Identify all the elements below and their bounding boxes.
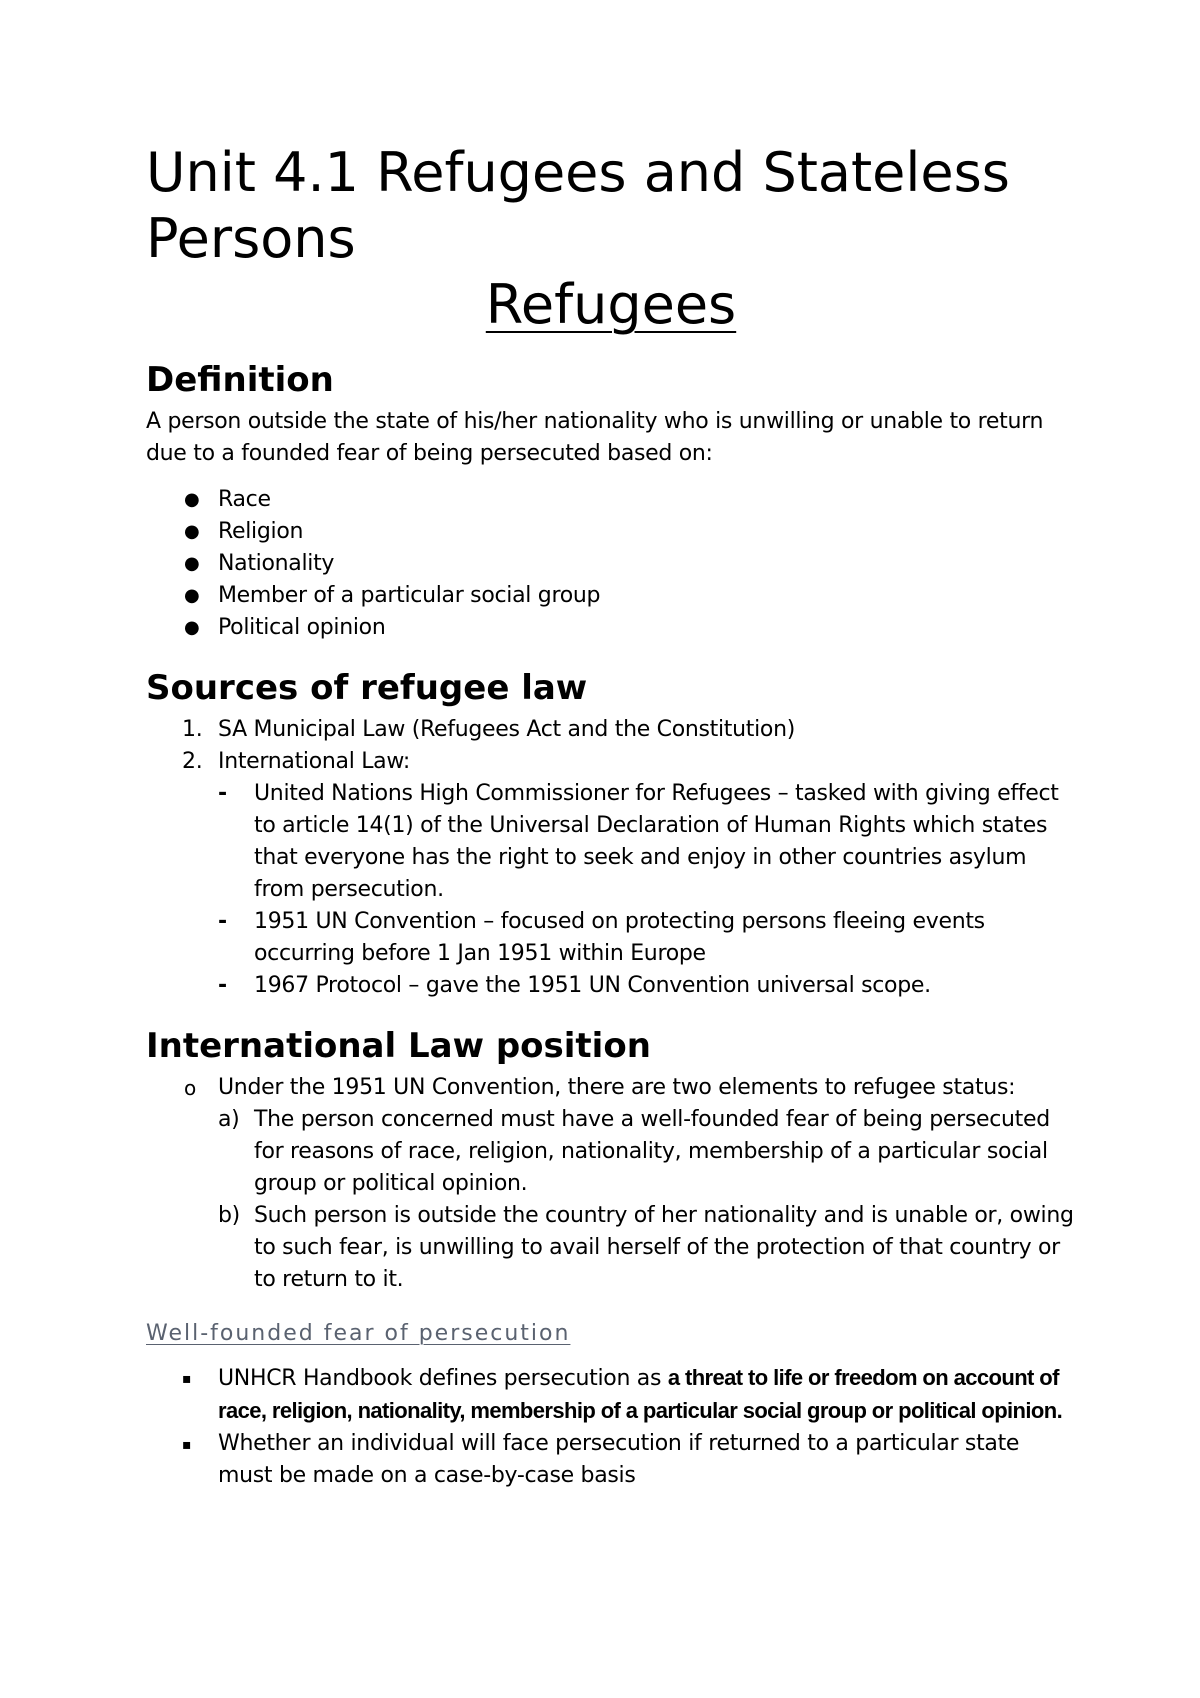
list-item-plain-text: UNHCR Handbook defines persecution as <box>218 1366 668 1391</box>
dash-marker: - <box>218 973 227 998</box>
international-position-list <box>146 1072 1076 1104</box>
list-item <box>218 906 1076 970</box>
circle-bullet-icon: o <box>184 1076 196 1100</box>
international-position-heading: International Law position <box>146 1026 651 1066</box>
list-item-text: International Law: <box>218 749 410 774</box>
alpha-marker: a) <box>218 1107 240 1132</box>
square-bullet-icon: ▪ <box>182 1371 192 1387</box>
list-item-plain-text: Whether an individual will face persecution if returned to a particular state must be made on a case-by-case basis <box>218 1431 1020 1488</box>
list-item <box>146 484 1076 516</box>
list-item-text <box>218 1428 1076 1492</box>
subtitle-text: Refugees <box>485 273 737 336</box>
list-item <box>218 778 1076 906</box>
bullet-icon: ● <box>184 521 200 542</box>
refugee-status-elements-list <box>218 1104 1076 1296</box>
alpha-marker: b) <box>218 1203 240 1228</box>
list-item-text: Race <box>218 487 271 512</box>
list-item-text: United Nations High Commissioner for Refugees – tasked with giving effect to article 14(1) of the Universal Declaration of Human Rights which states that everyone has the right to seek and enjoy in other countries asylum from persecution. <box>254 781 1059 902</box>
bullet-icon: ● <box>184 617 200 638</box>
list-item-text: Such person is outside the country of her nationality and is unable or, owing to such fear, is unwilling to avail herself of the protection of that country or to return to it. <box>254 1203 1074 1292</box>
list-item-text: Religion <box>218 519 304 544</box>
list-item-text: Under the 1951 UN Convention, there are two elements to refugee status: <box>218 1075 1016 1100</box>
definition-paragraph: A person outside the state of his/her nationality who is unwilling or unable to return due to a founded fear of being persecuted based on: <box>146 409 1044 466</box>
list-item-text: 1967 Protocol – gave the 1951 UN Convention universal scope. <box>254 973 931 998</box>
list-item <box>146 1428 1076 1492</box>
list-item <box>218 1104 1076 1200</box>
list-item <box>146 612 1076 644</box>
list-item <box>146 548 1076 580</box>
list-item-text <box>218 1362 1076 1428</box>
document-subtitle <box>146 272 1076 338</box>
list-item-text: The person concerned must have a well-founded fear of being persecuted for reasons of race, religion, nationality, membership of a particular social group or political opinion. <box>254 1107 1050 1196</box>
definition-heading: Definition <box>146 360 334 400</box>
list-item <box>218 970 1076 1002</box>
bullet-icon: ● <box>184 553 200 574</box>
sources-numbered-list <box>146 714 1076 778</box>
dash-marker: - <box>218 909 227 934</box>
list-item-text: SA Municipal Law (Refugees Act and the Constitution) <box>218 717 795 742</box>
square-bullet-icon: ▪ <box>182 1437 192 1453</box>
well-founded-heading-text: Well-founded fear of persecution <box>146 1321 571 1346</box>
well-founded-list <box>146 1362 1076 1492</box>
list-item-text: Political opinion <box>218 615 386 640</box>
list-item-bold-text: a threat to life or freedom on account of race, religion, nationality, membership of a particular social group or political opinion. <box>218 1365 1063 1423</box>
list-number: 2. <box>182 749 203 774</box>
sources-dash-list <box>218 778 1076 1002</box>
list-item <box>146 746 1076 778</box>
dash-marker: - <box>218 781 227 806</box>
bullet-icon: ● <box>184 585 200 606</box>
list-item <box>146 580 1076 612</box>
definition-bullet-list <box>146 484 1076 644</box>
bullet-icon: ● <box>184 489 200 510</box>
list-item-text: 1951 UN Convention – focused on protecting persons fleeing events occurring before 1 Jan 1951 within Europe <box>254 909 985 966</box>
list-item <box>146 1362 1076 1428</box>
list-item <box>218 1200 1076 1296</box>
list-item-text: Nationality <box>218 551 335 576</box>
well-founded-heading <box>146 1318 1076 1350</box>
document-page <box>146 140 1076 1492</box>
list-item <box>146 714 1076 746</box>
list-item <box>146 1072 1076 1104</box>
list-number: 1. <box>182 717 203 742</box>
document-title: Unit 4.1 Refugees and Stateless Persons <box>146 141 1010 270</box>
list-item-text: Member of a particular social group <box>218 583 601 608</box>
list-item <box>146 516 1076 548</box>
sources-heading: Sources of refugee law <box>146 668 588 708</box>
